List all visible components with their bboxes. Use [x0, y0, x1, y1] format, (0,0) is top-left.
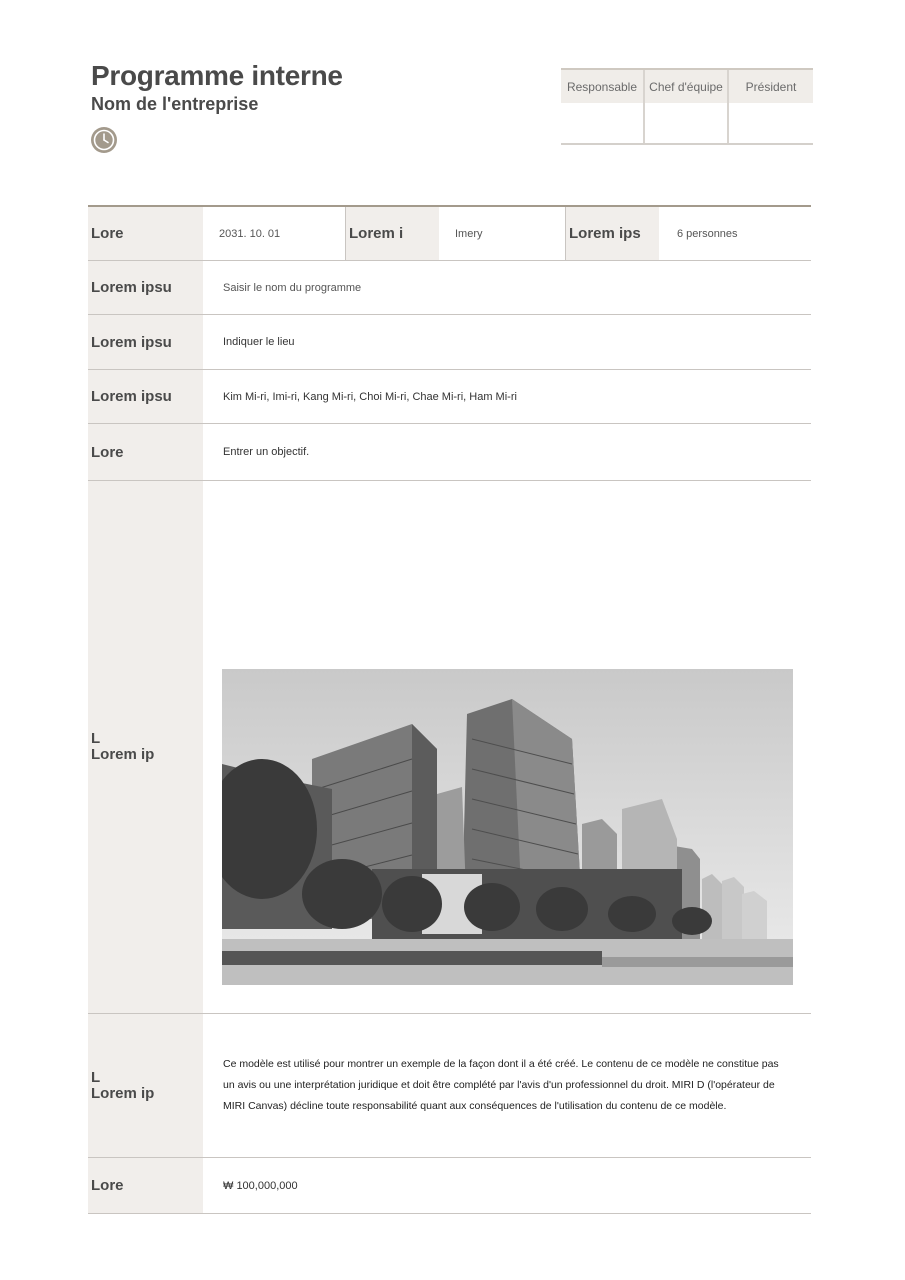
- description-label-line1: L: [91, 1068, 101, 1086]
- photo-label: [88, 481, 203, 1013]
- objective-field[interactable]: Entrer un objectif.: [223, 446, 310, 458]
- form-row-description: [88, 1014, 811, 1158]
- approval-header-responsable: Responsable: [561, 70, 645, 103]
- approval-header-president: Président: [745, 79, 797, 94]
- form-row-budget: [88, 1158, 811, 1214]
- approval-header-chef: Chef d'équipe: [645, 70, 729, 103]
- program-name-label: Lorem ipsu: [88, 261, 203, 314]
- budget-field[interactable]: ₩ 100,000,000: [223, 1179, 298, 1192]
- clock-icon: [90, 126, 118, 154]
- photo-label-line2: Lorem ip: [91, 746, 155, 763]
- form-row-location: [88, 315, 811, 370]
- organizer-value[interactable]: Imery: [455, 227, 483, 240]
- page-title: Programme interne: [91, 60, 343, 91]
- objective-label: Lore: [88, 424, 203, 480]
- organizer-label: Lorem i: [345, 207, 439, 260]
- form-row-photo: [88, 481, 811, 1014]
- signature-box-responsable[interactable]: [561, 103, 645, 143]
- description-label: [88, 1014, 203, 1157]
- participants-names-field[interactable]: Kim Mi-ri, Imi-ri, Kang Mi-ri, Choi Mi-ri, Chae Mi-ri, Ham Mi-ri: [223, 390, 517, 403]
- budget-label: Lore: [88, 1158, 203, 1213]
- participants-label: Lorem ips: [565, 207, 659, 260]
- building-photo: [222, 669, 793, 985]
- date-value[interactable]: 2031. 10. 01: [219, 227, 281, 240]
- description-field[interactable]: Ce modèle est utilisé pour montrer un exemple de la façon dont il a été créé. Le contenu de ce modèle ne constitue pas un avis ou une interprétation juridique et doit être complété par l'avis d'un professionnel du droit. MIRI D (l'opérateur de MIRI Canvas) décline toute responsabilité quant aux conséquences de l'utilisation du contenu de ce modèle.: [223, 1058, 779, 1112]
- form-row-program-name: [88, 261, 811, 315]
- signature-box-chef[interactable]: [645, 103, 729, 143]
- participants-names-label: Lorem ipsu: [88, 370, 203, 423]
- description-label-line2: Lorem ip: [91, 1084, 155, 1102]
- program-form: [88, 205, 811, 1214]
- program-name-field[interactable]: Saisir le nom du programme: [223, 281, 362, 294]
- location-field[interactable]: Indiquer le lieu: [223, 336, 295, 348]
- company-name: Nom de l'entreprise: [91, 94, 259, 114]
- date-label: Lore: [88, 207, 203, 260]
- participants-count-value[interactable]: 6 personnes: [677, 227, 738, 240]
- form-row-participants: [88, 370, 811, 424]
- signature-box-president[interactable]: [729, 103, 813, 143]
- photo-label-line1: L: [91, 730, 101, 747]
- form-row-objective: [88, 424, 811, 481]
- form-row-date: [88, 207, 811, 261]
- approval-table: [561, 68, 813, 145]
- location-label: Lorem ipsu: [88, 315, 203, 369]
